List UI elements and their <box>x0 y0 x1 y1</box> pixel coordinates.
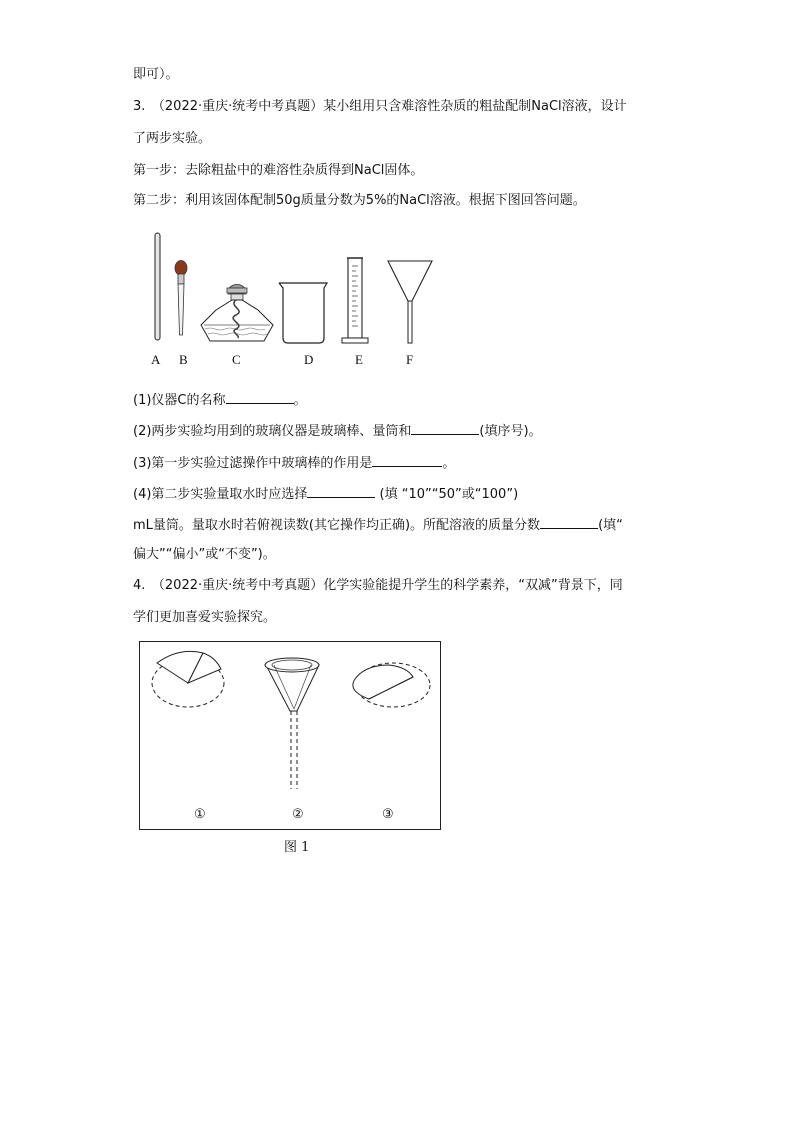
graduated-cylinder-E <box>342 258 368 343</box>
label-A: A <box>151 352 161 367</box>
sub1-text: (1)仪器C的名称 <box>133 393 226 408</box>
apparatus-figure <box>148 228 448 373</box>
label-D: D <box>304 352 314 367</box>
filter-paper-figure <box>139 641 441 830</box>
sub3-end: 。 <box>442 456 456 471</box>
label-circled-1: ① <box>194 806 206 821</box>
sub4-text-2: mL量筒。量取水时若俯视读数(其它操作均正确)。所配溶液的质量分数 <box>133 518 541 533</box>
figure-caption: 图 1 <box>284 840 310 855</box>
label-circled-2: ② <box>292 806 304 821</box>
q3-step-1: 第一步：去除粗盐中的难溶性杂质得到NaCl固体。 <box>133 163 424 178</box>
answer-blank-3[interactable] <box>372 453 442 467</box>
label-circled-3: ③ <box>382 806 394 821</box>
sub-question-3 <box>133 453 455 473</box>
label-E: E <box>355 352 363 367</box>
sub4-options-2: (填“ <box>598 518 623 533</box>
label-F: F <box>406 352 414 367</box>
q3-intro-line-1: 3. （2022·重庆·统考中考真题）某小组用只含难溶性杂质的粗盐配制NaCl溶液，设计 <box>133 99 627 114</box>
answer-blank-1[interactable] <box>226 390 294 404</box>
label-C: C <box>232 352 241 367</box>
sub2-end: (填序号)。 <box>479 424 542 439</box>
sub4-options: (填 “10”“50”或“100”) <box>375 487 519 502</box>
dropper-B <box>175 261 187 336</box>
q4-intro-line-1: 4. （2022·重庆·统考中考真题）化学实验能提升学生的科学素养，“双减”背景下，同 <box>133 578 623 593</box>
sub-question-4-line-3: 偏大”“偏小”或“不变”)。 <box>133 547 276 562</box>
answer-blank-5[interactable] <box>540 515 598 529</box>
beaker-D <box>279 283 327 343</box>
sub4-text: (4)第二步实验量取水时应选择 <box>133 487 308 502</box>
sub-question-1 <box>133 390 307 410</box>
answer-blank-2[interactable] <box>411 421 479 435</box>
answer-blank-4[interactable] <box>307 484 375 498</box>
sub-question-4-line-2 <box>133 515 623 535</box>
q3-intro-line-2: 了两步实验。 <box>133 131 212 146</box>
label-B: B <box>179 352 188 367</box>
glass-rod-A <box>155 233 160 340</box>
text-line-0: 即可）。 <box>133 67 179 82</box>
q3-step-2: 第二步：利用该固体配制50g质量分数为5%的NaCl溶液。根据下图回答问题。 <box>133 193 586 208</box>
alcohol-lamp-C <box>201 284 273 341</box>
sub-question-2 <box>133 421 542 441</box>
sub3-text: (3)第一步实验过滤操作中玻璃棒的作用是 <box>133 456 373 471</box>
sub2-text: (2)两步实验均用到的玻璃仪器是玻璃棒、量筒和 <box>133 424 412 439</box>
sub1-end: 。 <box>293 393 307 408</box>
q4-intro-line-2: 学们更加喜爱实验探究。 <box>133 610 277 625</box>
sub-question-4 <box>133 484 518 504</box>
funnel-F <box>388 261 432 343</box>
